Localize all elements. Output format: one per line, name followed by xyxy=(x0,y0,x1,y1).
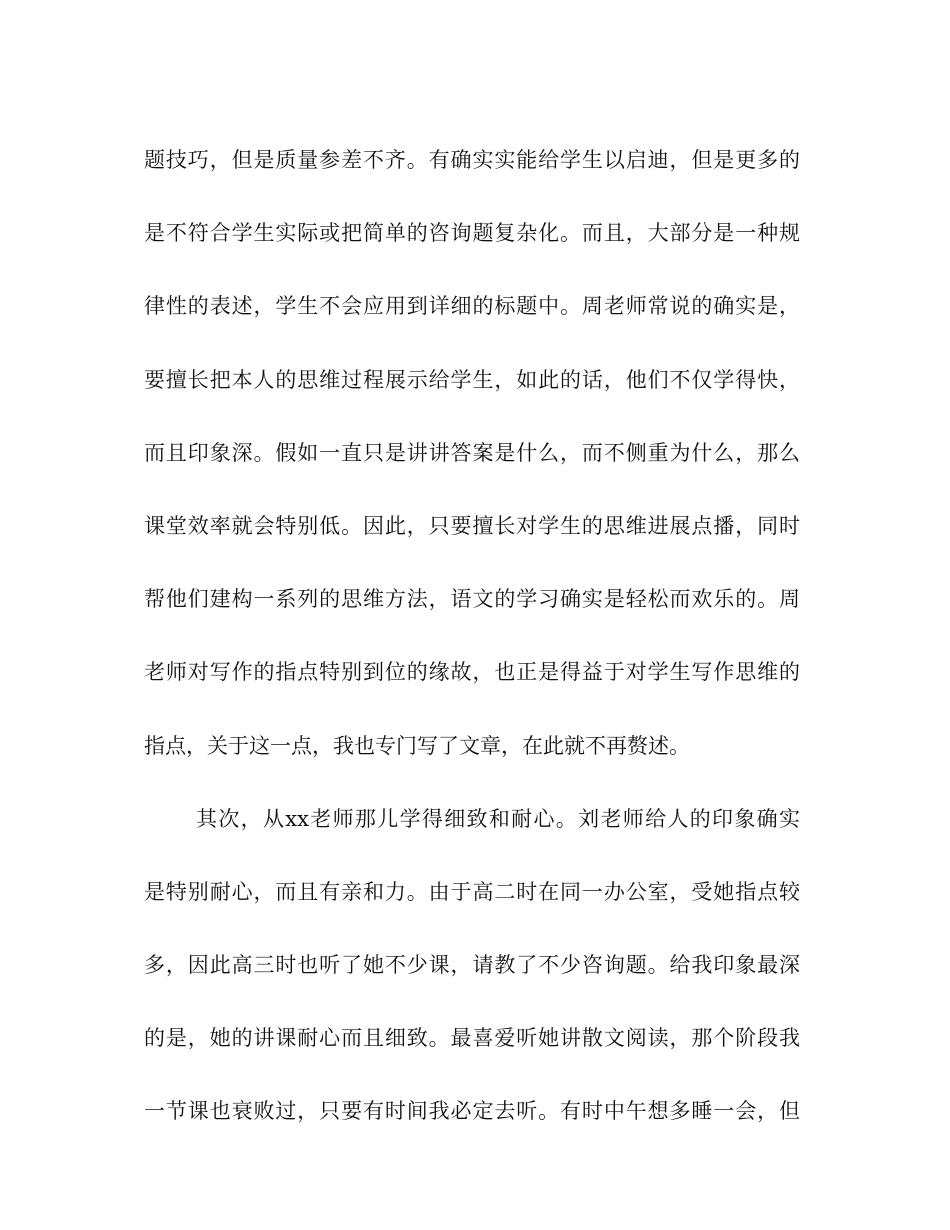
body-text xyxy=(144,124,800,1149)
text-line: 指点，关于这一点，我也专门写了文章，在此就不再赘述。 xyxy=(144,733,690,758)
text-line: 帮他们建构一系列的思维方法，语文的学习确实是轻松而欢乐的。周 xyxy=(144,587,800,612)
text-line: 老师对写作的指点特别到位的缘故，也正是得益于对学生写作思维的 xyxy=(144,660,800,685)
text-line: 要擅长把本人的思维过程展示给学生，如此的话，他们不仅学得快， xyxy=(144,367,800,392)
text-line: 律性的表述，学生不会应用到详细的标题中。周老师常说的确实是， xyxy=(144,294,800,319)
text-line: 一节课也衰败过，只要有时间我必定去听。有时中午想多睡一会，但 xyxy=(144,1099,800,1124)
text-line: 多，因此高三时也听了她不少课，请教了不少咨询题。给我印象最深 xyxy=(144,953,800,978)
text-line: 其次，从xx老师那儿学得细致和耐心。刘老师给人的印象确实 xyxy=(196,806,800,831)
text-line: 而且印象深。假如一直只是讲讲答案是什么，而不侧重为什么，那么 xyxy=(144,440,800,465)
text-line: 是特别耐心，而且有亲和力。由于高二时在同一办公室，受她指点较 xyxy=(144,879,800,904)
text-line: 的是，她的讲课耐心而且细致。最喜爱听她讲散文阅读，那个阶段我 xyxy=(144,1026,800,1051)
text-line: 题技巧，但是质量参差不齐。有确实实能给学生以启迪，但是更多的 xyxy=(144,148,800,172)
text-line: 是不符合学生实际或把简单的咨询题复杂化。而且，大部分是一种规 xyxy=(144,221,800,246)
text-line: 课堂效率就会特别低。因此，只要擅长对学生的思维进展点播，同时 xyxy=(144,513,800,538)
